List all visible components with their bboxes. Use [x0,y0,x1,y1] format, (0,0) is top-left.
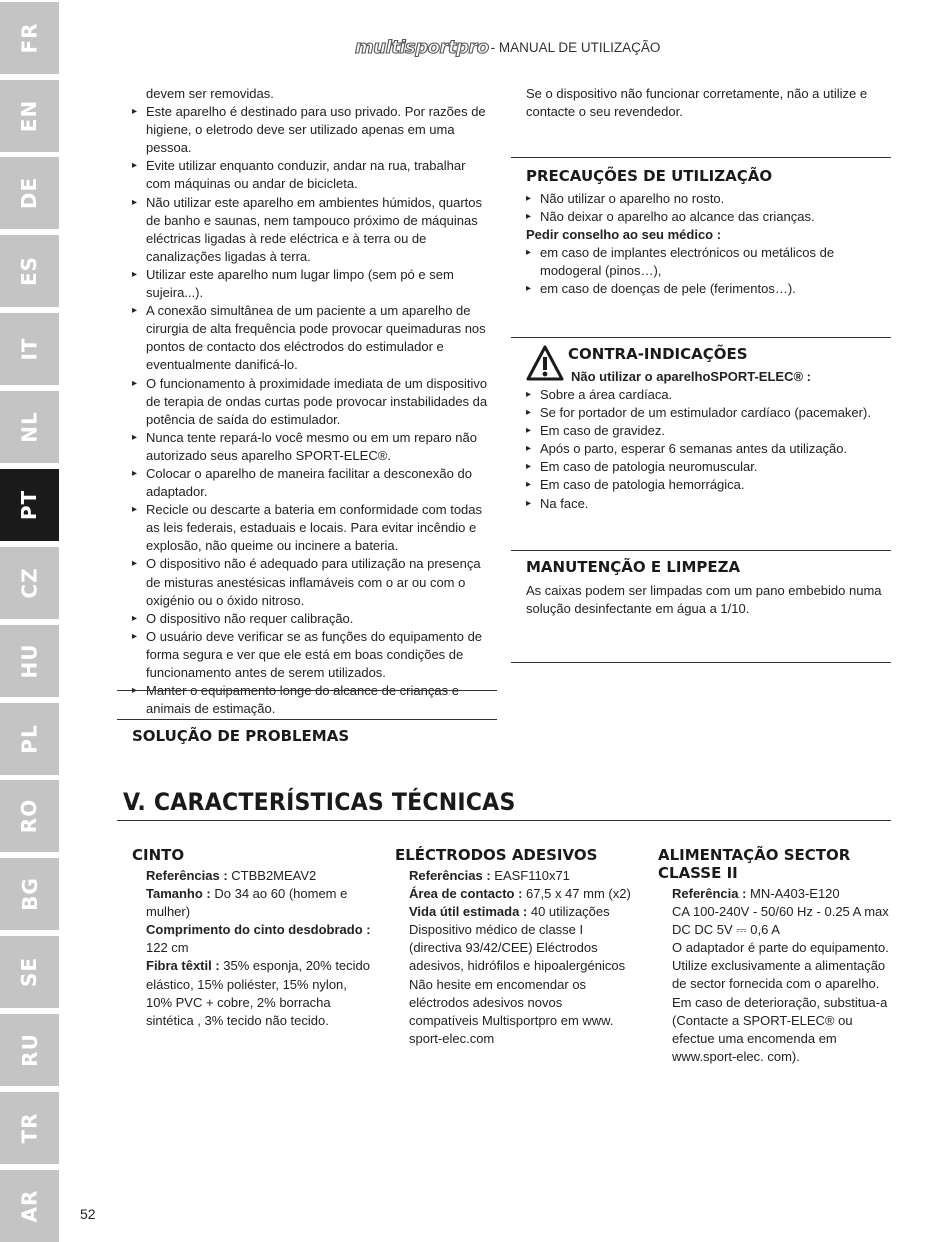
contraindications-heading: CONTRA-INDICAÇÕES [568,345,748,363]
lang-tab-hu[interactable]: HU [0,625,59,697]
safety-list [132,85,488,718]
divider [117,820,891,821]
continuation-text: devem ser removidas. [146,86,274,101]
lang-tab-se[interactable]: SE [0,936,59,1008]
power-specs [658,846,898,1066]
belt-heading: CINTO [132,846,185,864]
brand-logo: multisportpro [355,36,489,58]
spec-label: Fibra têxtil : [146,958,220,974]
list-item: ▸ O dispositivo não é adequado para utilização na presença de misturas anestésicas inflamáveis com o ar ou com o oxigénio ou o óxido nitroso. [132,555,488,609]
spec-label: Referência : [672,886,747,901]
divider [511,337,891,338]
spec-value: Do 34 ao 60 (homem e mulher) [146,886,348,920]
advice-heading: Pedir conselho ao seu médico : [526,227,722,243]
list-item: ▸ Manter o equipamento longe do alcance de crianças e animais de estimação. [132,682,488,718]
list-item: ▸ Não deixar o aparelho ao alcance das crianças. [526,208,876,226]
list-item: ▸ O usuário deve verificar se as funções do equipamento de forma segura e ver que ele está em boas condições de funcionamento antes de serem utilizados. [132,628,488,682]
electrodes-heading: ELÉCTRODOS ADESIVOS [395,846,598,864]
list-item: ▸ em caso de doenças de pele (ferimentos…). [526,280,876,298]
list-item: ▸ Colocar o aparelho de maneira facilitar a desconexão do adaptador. [132,465,488,501]
precautions-section [526,190,876,299]
spec-label: Tamanho : [146,886,211,902]
lang-tab-de[interactable]: DE [0,157,59,229]
lang-tab-tr[interactable]: TR [0,1092,59,1164]
list-item: ▸ Recicle ou descarte a bateria em conformidade com todas as leis federais, estaduais e locais. Para evitar incêndio e explosão, não queime ou incinere a bateria. [132,501,488,555]
divider [117,719,497,720]
spec-value: CTBB2MEAV2 [227,868,317,883]
spec-label: Comprimento do cinto desdobrado : [146,922,371,938]
page-header [355,36,775,58]
lang-tab-cz[interactable]: CZ [0,547,59,619]
spec-value: 35% esponja, 20% tecido elástico, 15% poliéster, 15% nylon, 10% PVC + cobre, 2% borracha sintética , 3% tecido não tecido. [146,958,371,1028]
list-item: ▸ Em caso de gravidez. [526,422,876,440]
list-item: ▸ Não utilizar este aparelho em ambientes húmidos, quartos de banho e saunas, nem tampouco próximo de máquinas eléctricas ligadas à rede eléctrica e à terra ou de canalizações ligadas à terra. [132,194,488,266]
list-item: ▸ Se for portador de um estimulador cardíaco (pacemaker). [526,404,876,422]
header-title: - MANUAL DE UTILIZAÇÃO [490,39,661,55]
contraindications-list [526,386,876,513]
electrodes-description: Dispositivo médico de classe I (directiva 93/42/CEE) Eléctrodos adesivos, hidrófilos e hipoalergénicos Não hesite em encomendar os eléctrodos adesivos novos compatíveis Multisportpro em www. sport-elec.com [409,922,626,1046]
spec-label: Vida útil estimada : [409,904,528,920]
list-item: ▸ Evite utilizar enquanto conduzir, andar na rua, trabalhar com máquinas ou andar de bicicleta. [132,157,488,193]
lang-tab-ar[interactable]: AR [0,1170,59,1242]
spec-value: EASF110x71 [490,868,570,883]
spec-label: Área de contacto : [409,886,523,902]
lang-tab-nl[interactable]: NL [0,391,59,463]
maintenance-heading: MANUTENÇÃO E LIMPEZA [526,558,741,576]
maintenance-text: As caixas podem ser limpadas com um pano embebido numa solução desinfectante em água a 1/10. [526,583,882,617]
spec-value: MN-A403-E120 [746,886,840,901]
section-title: V. CARACTERÍSTICAS TÉCNICAS [123,788,516,816]
lang-tab-pl[interactable]: PL [0,703,59,775]
list-item: ▸ Não utilizar o aparelho no rosto. [526,190,876,208]
safety-bullets [132,103,488,718]
belt-specs [132,846,372,1030]
spec-value: 122 cm [146,940,189,956]
spec-label: Referências : [146,868,228,883]
lang-tab-pt[interactable]: PT [0,469,59,541]
list-item: ▸ Sobre a área cardíaca. [526,386,876,404]
list-item: ▸ Nunca tente repará-lo você mesmo ou em um reparo não autorizado seus aparelho SPORT-ELEC®. [132,429,488,465]
spec-value: DC DC 5V ⎓ 0,6 A [672,922,780,938]
divider [117,690,497,691]
list-item: ▸ em caso de implantes electrónicos ou metálicos de modogeral (pinos…), [526,244,876,280]
electrodes-specs [395,846,635,1048]
language-tabs [0,0,59,1242]
list-item: ▸ Utilizar este aparelho num lugar limpo (sem pó e sem sujeira...). [132,266,488,302]
troubleshooting-heading: SOLUÇÃO DE PROBLEMAS [132,727,350,745]
list-item: ▸ Em caso de patologia neuromuscular. [526,458,876,476]
lang-tab-en[interactable]: EN [0,80,59,152]
lang-tab-es[interactable]: ES [0,235,59,307]
spec-label: Referências : [409,868,491,883]
intro-text: Se o dispositivo não funcionar corretamente, não a utilize e contacte o seu revendedor. [526,86,868,120]
spec-value: 67,5 x 47 mm (x2) [522,886,631,902]
lang-tab-ru[interactable]: RU [0,1014,59,1086]
divider [511,550,891,551]
list-item: ▸ Em caso de patologia hemorrágica. [526,476,876,494]
page-number: 52 [80,1206,96,1222]
list-item: ▸ Este aparelho é destinado para uso privado. Por razões de higiene, o eletrodo deve ser utilizado apenas em uma pessoa. [132,103,488,157]
lang-tab-ro[interactable]: RO [0,780,59,852]
precautions-heading: PRECAUÇÕES DE UTILIZAÇÃO [526,167,773,185]
power-heading: ALIMENTAÇÃO SECTOR CLASSE II [658,846,851,882]
list-item: ▸ Na face. [526,495,876,513]
lang-tab-fr[interactable]: FR [0,2,59,74]
spec-value: 40 utilizações [527,904,610,920]
list-item: ▸ O funcionamento à proximidade imediata de um dispositivo de terapia de ondas curtas pode provocar instabilidades da potência de saída do estimulador. [132,375,488,429]
divider [511,157,891,158]
contraindications-subtitle: Não utilizar o aparelhoSPORT-ELEC® : [571,369,811,384]
spec-value: CA 100-240V - 50/60 Hz - 0.25 A max [672,904,889,920]
lang-tab-it[interactable]: IT [0,313,59,385]
list-item: ▸ Após o parto, esperar 6 semanas antes da utilização. [526,440,876,458]
power-description: O adaptador é parte do equipamento. Utilize exclusivamente a alimentação de sector fornecida com o aparelho. Em caso de deterioração, substitua-a (Contacte a SPORT-ELEC® ou efectue uma encomenda em www.sport-elec. com). [672,940,889,1064]
divider [511,662,891,663]
lang-tab-bg[interactable]: BG [0,858,59,930]
list-item: ▸ A conexão simultânea de um paciente a um aparelho de cirurgia de alta frequência pode provocar queimaduras nos pontos de contacto dos eléctrodos do estimulador e eventualmente danificá-lo. [132,302,488,374]
warning-icon [526,344,564,382]
list-item: ▸ O dispositivo não requer calibração. [132,610,488,628]
